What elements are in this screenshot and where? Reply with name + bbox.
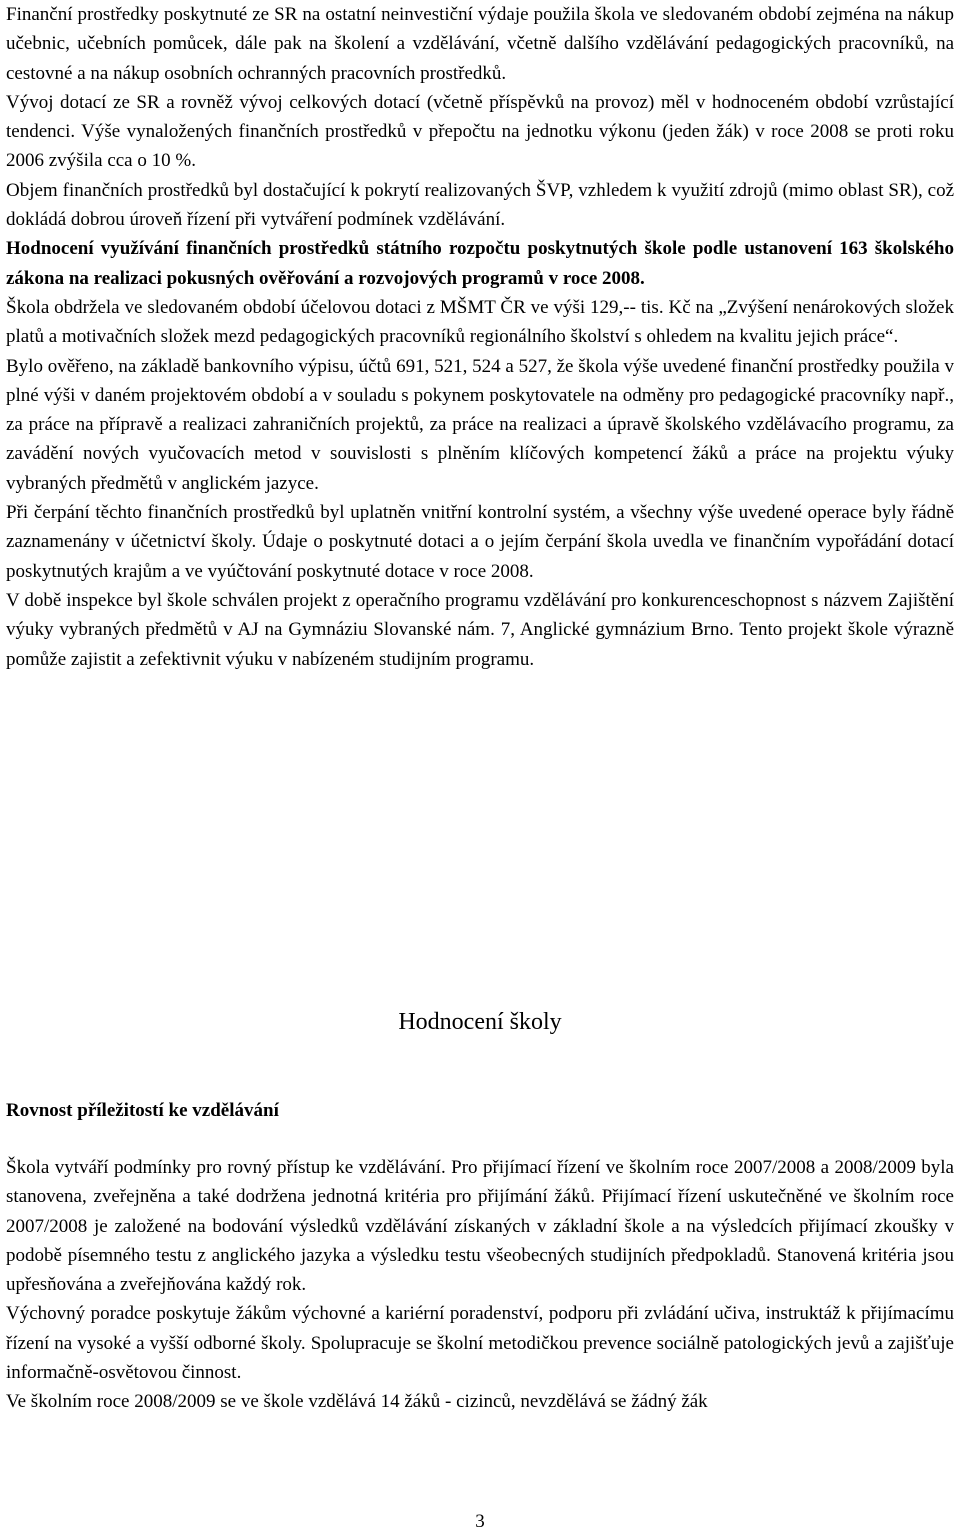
paragraph-counselor: Výchovný poradce poskytuje žákům výchovné a kariérní poradenství, podporu při zvládání učiva, instruktáž k přijímacímu řízení na vysoké a vyšší odborné školy. Spolupracuje se školní metodičkou prevence sociálně patologických jevů a zajišťuje informačně-osvětovou činnost. bbox=[6, 1303, 954, 1384]
page-number: 3 bbox=[475, 1511, 485, 1532]
paragraph-funding-sufficiency: Objem finančních prostředků byl dostačující k pokrytí realizovaných ŠVP, vzhledem k využití zdrojů (mimo oblast SR), což dokládá dobrou úroveň řízení při vytváření podmínek vzdělávání. bbox=[6, 179, 954, 231]
paragraph-equal-access: Škola vytváří podmínky pro rovný přístup ke vzdělávání. Pro přijímací řízení ve školním roce 2007/2008 a 2008/2009 byla stanovena, zveřejněna a také dodržena jednotná kritéria pro přijímání žáků. Přijímací řízení uskutečněné ve školním roce 2007/2008 je založené na bodování výsledků vzdělávání získaných v základní škole a na výsledcích přijímací zkoušky v podobě písemného testu z anglického jazyka a výsledku testu všeobecných studijních předpokladů. Stanovená kritéria jsou upřesňována a zveřejňována každý rok. bbox=[6, 1157, 954, 1296]
paragraph-control-system: Při čerpání těchto finančních prostředků byl uplatněn vnitřní kontrolní systém, a všechny výše uvedené operace byly řádně zaznamenány v účetnictví školy. Údaje o poskytnuté dotaci a o jejím čerpání škola uvedla ve finančním vypořádání dotací poskytnutých krajům a ve vyúčtování poskytnuté dotace v roce 2008. bbox=[6, 502, 954, 582]
paragraph-project: V době inspekce byl škole schválen projekt z operačního programu vzdělávání pro konkurenceschopnost s názvem Zajištění výuky vybraných předmětů v AJ na Gymnáziu Slovanské nám. 7, Anglické gymnázium Brno. Tento projekt škole výrazně pomůže zajistit a zefektivnit výuku v nabízeném studijním programu. bbox=[6, 589, 954, 670]
bold-section-heading: Hodnocení využívání finančních prostředků státního rozpočtu poskytnutých škole podle ustanovení 163 školského zákona na realizaci pokusných ověřování a rozvojových programů v roce 2008. bbox=[6, 238, 954, 289]
paragraph-verification: Bylo ověřeno, na základě bankovního výpisu, účtů 691, 521, 524 a 527, že škola výše uvedené finanční prostředky použila v plné výši v daném projektovém období a v souladu s pokynem poskytovatele na odměny pro pedagogické pracovníky např., za práce na přípravě a realizaci zahraničních projektů, za práce na realizaci a úpravě školského vzdělávacího programu, za zavádění nových vyučovacích metod v souvislosti s plněním klíčových kompetencí žáků a práce na projektu výuky vybraných předmětů v anglickém jazyce. bbox=[6, 355, 954, 494]
page-title: Hodnocení školy bbox=[398, 1009, 562, 1035]
paragraph-financial-resources: Finanční prostředky poskytnuté ze SR na ostatní neinvestiční výdaje použila škola ve sledovaném období zejména na nákup učebnic, učebních pomůcek, dále pak na školení a vzdělávání, včetně dalšího vzdělávání pedagogických pracovníků, na cestovné a na nákup osobních ochranných pracovních prostředků. bbox=[6, 4, 954, 84]
equal-opportunity-section bbox=[6, 1153, 954, 1417]
financial-section bbox=[6, 0, 954, 674]
paragraph-subsidy-trend: Vývoj dotací ze SR a rovněž vývoj celkových dotací (včetně příspěvků na provoz) měl v hodnoceném období vzrůstající tendenci. Výše vynaložených finančních prostředků v přepočtu na jednotku výkonu (jeden žák) v roce 2008 se proti roku 2006 zvýšila cca o 10 %. bbox=[6, 91, 954, 172]
section-subheading: Rovnost příležitostí ke vzdělávání bbox=[6, 1100, 279, 1121]
paragraph-foreign-students: Ve školním roce 2008/2009 se ve škole vzdělává 14 žáků - cizinců, nevzdělává se žádný žák bbox=[6, 1391, 708, 1413]
paragraph-targeted-subsidy: Škola obdržela ve sledovaném období účelovou dotaci z MŠMT ČR ve výši 129,-- tis. Kč na „Zvýšení nenárokových složek platů a motivačních složek mezd pedagogických pracovníků regionálního školství s ohledem na kvalitu jejich práce“. bbox=[6, 296, 954, 348]
